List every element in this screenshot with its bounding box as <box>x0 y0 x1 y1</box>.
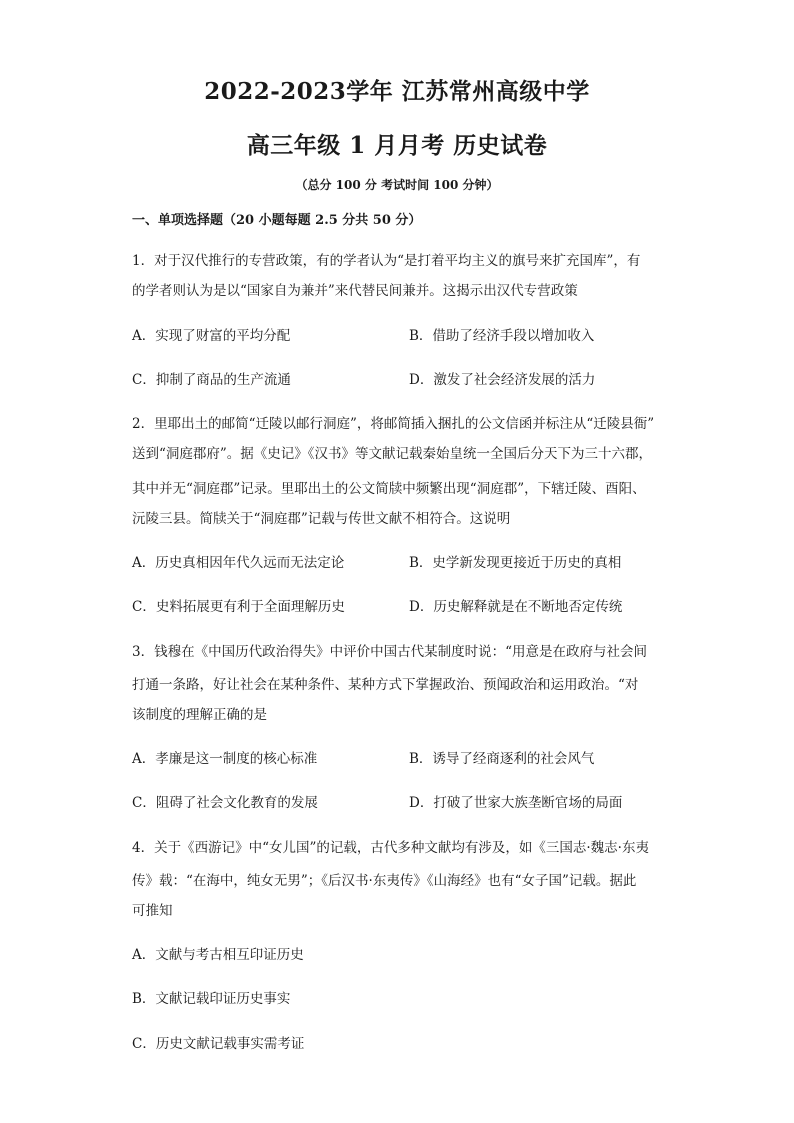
exam-title-line2: 高三年级 1 月月考 历史试卷 <box>246 132 548 159</box>
question-3-line-1: 3．钱穆在《中国历代政治得失》中评价中国古代某制度时说：“用意是在政府与社会间 <box>132 644 647 660</box>
question-2-line-2: 送到“洞庭郡府”。据《史记》《汉书》等文献记载秦始皇统一全国后分天下为三十六郡， <box>132 446 653 462</box>
question-2-line-4: 沅陵三县。简牍关于“洞庭郡”记载与传世文献不相符合。这说明 <box>132 511 511 527</box>
question-1-line-2: 的学者则认为是以“国家自为兼并”来代替民间兼并。这揭示出汉代专营政策 <box>132 283 578 299</box>
question-3-line-2: 打通一条路，好让社会在某种条件、某种方式下掌握政治、预闻政治和运用政治。“对 <box>132 677 639 693</box>
question-3-option-c: C．阻碍了社会文化教育的发展 <box>132 795 318 811</box>
question-2-option-d: D．历史解释就是在不断地否定传统 <box>409 599 623 615</box>
question-1-option-c: C．抑制了商品的生产流通 <box>132 372 291 388</box>
question-4-line-1: 4．关于《西游记》中“女儿国”的记载，古代多种文献均有涉及，如《三国志·魏志·东夷 <box>132 840 649 856</box>
question-4-option-a: A．文献与考古相互印证历史 <box>132 947 304 963</box>
question-4-line-2: 传》载：“在海中，纯女无男”；《后汉书·东夷传》《山海经》也有“女子国”记载。据此 <box>132 873 637 889</box>
question-1-option-d: D．激发了社会经济发展的活力 <box>409 372 596 388</box>
question-2-line-3: 其中并无“洞庭郡”记录。里耶出土的公文简牍中频繁出现“洞庭郡”，下辖迁陵、酉阳、 <box>132 481 646 497</box>
question-1-option-a: A．实现了财富的平均分配 <box>132 328 291 344</box>
question-1-line-1: 1．对于汉代推行的专营政策，有的学者认为“是打着平均主义的旗号来扩充国库”，有 <box>132 253 641 269</box>
exam-subtitle: （总分 100 分 考试时间 100 分钟） <box>295 178 499 192</box>
question-3-option-d: D．打破了世家大族垄断官场的局面 <box>409 795 623 811</box>
question-3-option-b: B．诱导了经商逐利的社会风气 <box>409 751 595 767</box>
question-2-option-a: A．历史真相因年代久远而无法定论 <box>132 555 345 571</box>
question-2-option-c: C．史料拓展更有利于全面理解历史 <box>132 599 345 615</box>
question-2-line-1: 2．里耶出土的邮简“迁陵以邮行洞庭”，将邮简插入捆扎的公文信函并标注从“迁陵县衙” <box>132 416 655 432</box>
question-1-option-b: B．借助了经济手段以增加收入 <box>409 328 595 344</box>
question-2-option-b: B．史学新发现更接近于历史的真相 <box>409 555 622 571</box>
exam-title-line1: 2022-2023学年 江苏常州高级中学 <box>204 78 590 105</box>
question-4-option-c: C．历史文献记载事实需考证 <box>132 1036 305 1052</box>
section-heading: 一、单项选择题（20 小题每题 2.5 分共 50 分） <box>132 213 422 228</box>
question-4-option-b: B．文献记载印证历史事实 <box>132 991 291 1007</box>
question-3-line-3: 该制度的理解正确的是 <box>132 707 267 723</box>
question-3-option-a: A．孝廉是这一制度的核心标准 <box>132 751 318 767</box>
question-4-line-3: 可推知 <box>132 903 173 919</box>
